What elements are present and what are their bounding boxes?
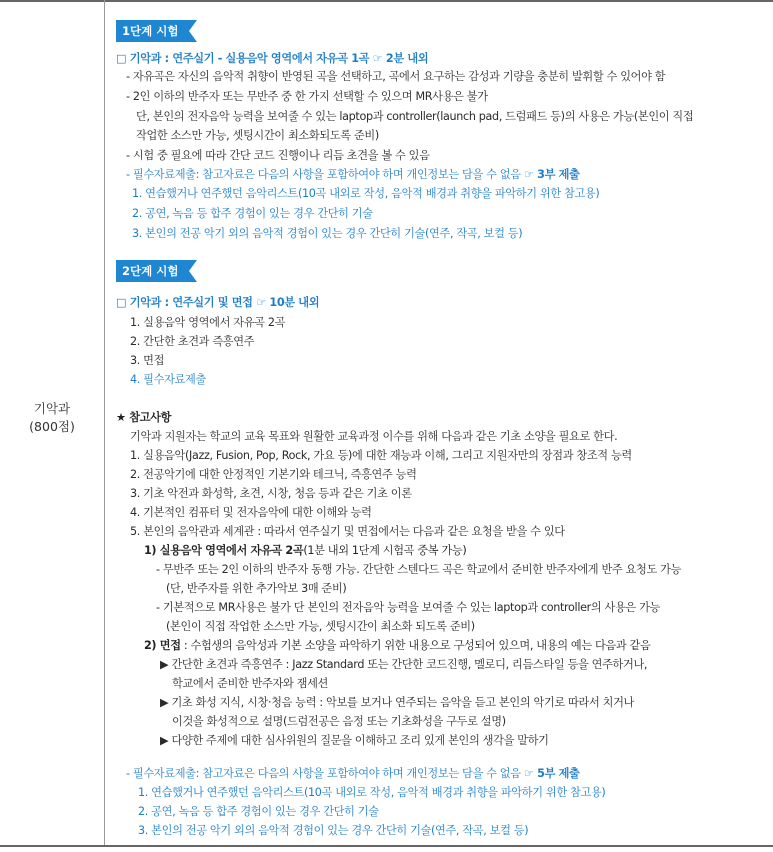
badge-arrow-icon — [183, 260, 197, 282]
stage1-required-item: 2. 공연, 녹음 등 합주 경험이 있는 경우 간단히 기술 — [132, 207, 373, 220]
stage1-line: - 시험 중 필요에 따라 간단 코드 진행이나 리듬 초견을 볼 수 있음 — [126, 149, 430, 162]
table-top-rule — [0, 0, 773, 2]
notes-sub1: 1) 실용음악 영역에서 자유곡 2곡(1분 내외 1단계 시험곡 중복 가능) — [144, 544, 467, 557]
notes-title: ★ 참고사항 — [116, 411, 172, 424]
stage1-required-item: 1. 연습했거나 연주했던 음악리스트(10곡 내외로 작성, 음악적 배경과 취향을 파악하기 위한 참고용) — [132, 187, 600, 200]
stage2-item: 1. 실용음악 영역에서 자유곡 2곡 — [130, 316, 286, 329]
notes-item: 1. 실용음악(Jazz, Fusion, Pop, Rock, 가요 등)에 대한 재능과 이해, 그리고 지원자만의 장점과 창조적 능력 — [130, 449, 632, 462]
notes-required-item: 1. 연습했거나 연주했던 음악리스트(10곡 내외로 작성, 음악적 배경과 취향을 파악하기 위한 참고용) — [138, 786, 606, 799]
notes-item: 2. 전공악기에 대한 안정적인 기본기와 테크닉, 즉흥연주 능력 — [130, 468, 417, 481]
notes-item: 5. 본인의 음악관과 세계관 : 따라서 연주실기 및 면접에서는 다음과 같은 요청을 받을 수 있다 — [130, 525, 565, 538]
notes-sub1-line: (단, 반주자를 위한 추가악보 3매 준비) — [166, 582, 347, 595]
stage2-badge-label: 2단계 시험 — [116, 260, 184, 282]
stage1-line: 단, 본인의 전자음악 능력을 보여줄 수 있는 laptop과 controller(launch pad, 드럼패드 등)의 사용은 가능(본인이 직접 — [136, 110, 694, 123]
notes-sub2-line: 이것을 화성적으로 설명(드럼전공은 음정 또는 기초화성을 구두로 설명) — [172, 715, 506, 728]
notes-item: 3. 기초 악전과 화성학, 초견, 시창, 청음 등과 같은 기초 이론 — [130, 487, 412, 500]
notes-sub1-line: - 무반주 또는 2인 이하의 반주자 동행 가능. 간단한 스텐다드 곡은 학교에서 준비한 반주자에게 반주 요청도 가능 — [156, 563, 682, 576]
stage2-heading: □ 기악과 : 연주실기 및 면접 ☞ 10분 내외 — [116, 296, 320, 309]
stage2-item: 3. 면접 — [130, 354, 165, 367]
notes-required: - 필수자료제출: 참고자료은 다음의 사항을 포함하여야 하며 개인정보는 담을 수 없음 ☞ 5부 제출 — [126, 767, 580, 780]
notes-sub2-line: ▶ 다양한 주제에 대한 심사위원의 질문을 이해하고 조리 있게 본인의 생각을 말하기 — [160, 734, 549, 747]
badge-arrow-icon — [183, 20, 197, 42]
stage1-required: - 필수자료제출: 참고자료은 다음의 사항을 포함하여야 하며 개인정보는 담을 수 없음 ☞ 3부 제출 — [126, 168, 580, 181]
column-divider — [104, 0, 105, 847]
pointing-hand-icon: ☞ — [523, 168, 534, 181]
stage1-line: - 자유곡은 자신의 음악적 취향이 반영된 곡을 선택하고, 곡에서 요구하는 감성과 기량을 충분히 발휘할 수 있어야 함 — [126, 70, 666, 83]
stage2-item: 4. 필수자료제출 — [130, 373, 206, 386]
pointing-hand-icon: ☞ — [523, 767, 534, 780]
department-name: 기악과 — [33, 401, 71, 416]
notes-sub2-line: 학교에서 준비한 반주자와 잼세션 — [172, 677, 329, 690]
notes-required-item: 2. 공연, 녹음 등 합주 경험이 있는 경우 간단히 기술 — [138, 805, 379, 818]
stage1-badge-label: 1단계 시험 — [116, 20, 184, 42]
stage2-item: 2. 간단한 초견과 즉흥연주 — [130, 335, 255, 348]
notes-sub2-line: ▶ 기초 화성 지식, 시창·청음 능력 : 악보를 보거나 연주되는 음악을 듣고 본인의 악기로 따라서 치거나 — [160, 696, 635, 709]
notes-intro: 기악과 지원자는 학교의 교육 목표와 원활한 교육과정 이수를 위해 다음과 같은 기초 소양을 필요로 한다. — [130, 430, 618, 443]
department-cell — [0, 400, 104, 436]
stage1-heading: □ 기악과 : 연주실기 - 실용음악 영역에서 자유곡 1곡 ☞ 2분 내외 — [116, 52, 429, 65]
notes-sub1-line: (본인이 직접 작업한 소스만 가능, 셋팅시간이 최소화 되도록 준비) — [166, 620, 475, 633]
stage1-line: 작업한 소스만 가능, 셋팅시간이 최소화되도록 준비) — [136, 129, 379, 142]
pointing-hand-icon: ☞ — [256, 296, 266, 309]
department-score: (800점) — [29, 419, 75, 434]
stage1-line: - 2인 이하의 반주자 또는 무반주 중 한 가지 선택할 수 있으며 MR사용은 불가 — [126, 90, 488, 103]
notes-sub2: 2) 면접 : 수험생의 음악성과 기본 소양을 파악하기 위한 내용으로 구성되어 있으며, 내용의 예는 다음과 같음 — [144, 639, 651, 652]
stage1-required-item: 3. 본인의 전공 악기 외의 음악적 경험이 있는 경우 간단히 기술(연주, 작곡, 보컬 등) — [132, 227, 523, 240]
table-bottom-rule — [0, 845, 773, 847]
notes-required-item: 3. 본인의 전공 악기 외의 음악적 경험이 있는 경우 간단히 기술(연주, 작곡, 보컬 등) — [138, 824, 529, 837]
notes-item: 4. 기본적인 컴퓨터 및 전자음악에 대한 이해와 능력 — [130, 506, 372, 519]
pointing-hand-icon: ☞ — [372, 52, 383, 65]
notes-sub1-line: - 기본적으로 MR사용은 불가 단 본인의 전자음악 능력을 보여줄 수 있는 laptop과 controller의 사용은 가능 — [156, 601, 661, 614]
notes-sub2-line: ▶ 간단한 초견과 즉흥연주 : Jazz Standard 또는 간단한 코드진행, 멜로디, 리듬스타일 등을 연주하거나, — [160, 658, 648, 671]
